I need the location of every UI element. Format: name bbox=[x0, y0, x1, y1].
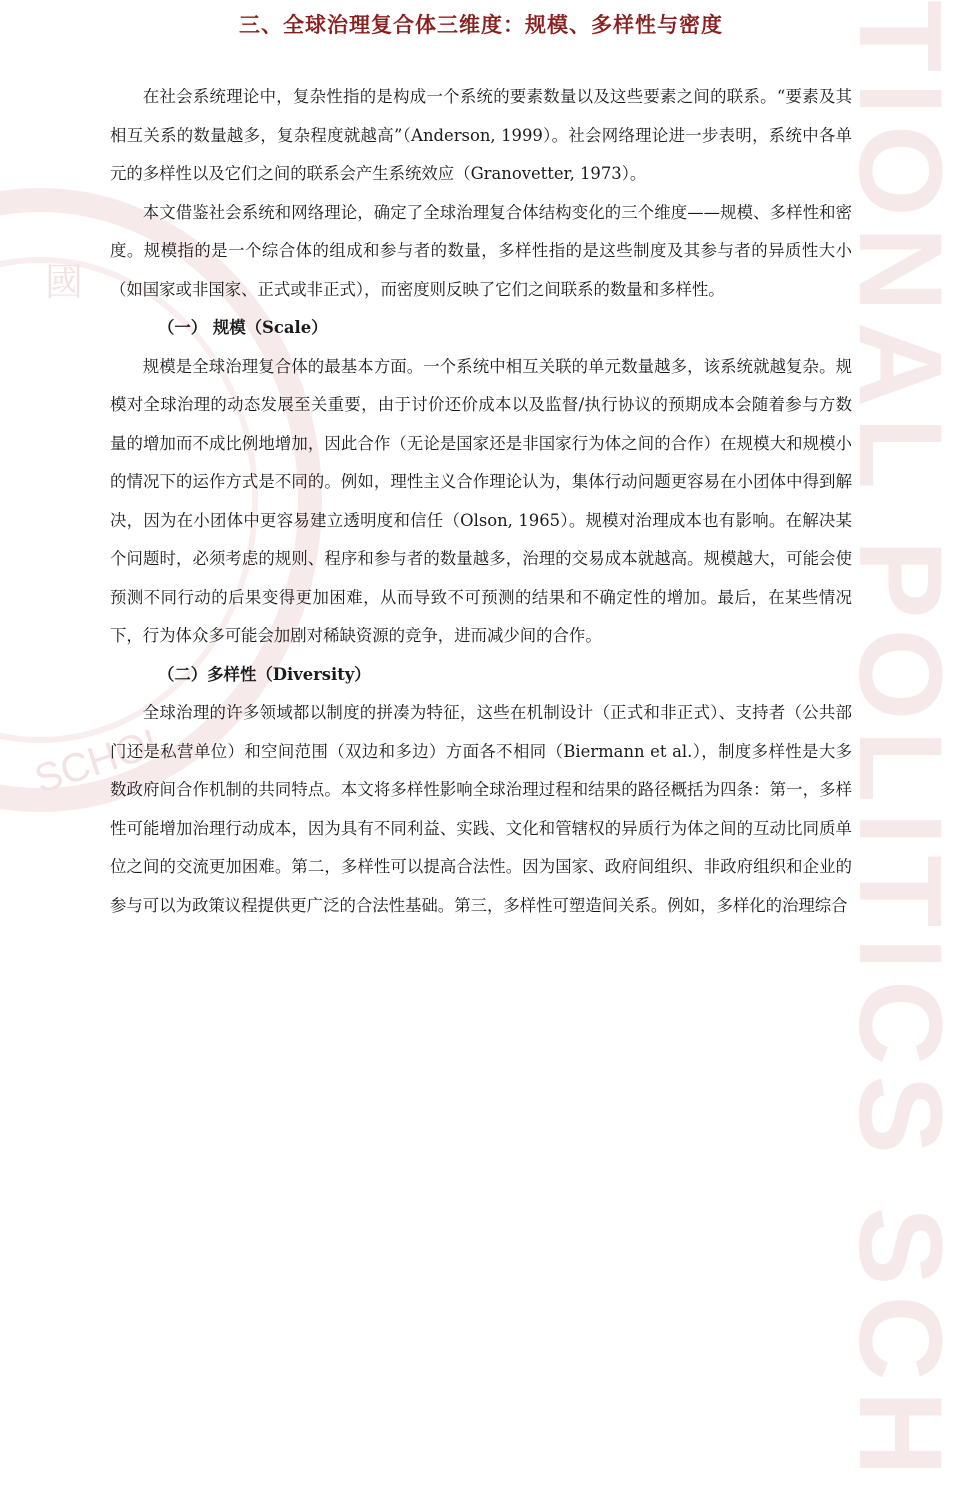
section-title: 三、全球治理复合体三维度：规模、多样性与密度 bbox=[239, 12, 723, 37]
subheading-scale: （一） 规模（Scale） bbox=[158, 318, 328, 337]
seal-character: 國 bbox=[45, 260, 84, 304]
seal-caption: SCHOL bbox=[29, 717, 175, 802]
side-watermark-text: TIONAL POLITICS SCH bbox=[834, 0, 966, 1486]
paragraph-dimensions: 本文借鉴社会系统和网络理论，确定了全球治理复合体结构变化的三个维度——规模、多样性和密度。规模指的是一个综合体的组成和参与者的数量，多样性指的是这些制度及其参与者的异质性大小（如国家或非国家、正式或非正式），而密度则反映了它们之间联系的数量和多样性。 bbox=[110, 202, 852, 299]
paragraph-complexity: 在社会系统理论中，复杂性指的是构成一个系统的要素数量以及这些要素之间的联系。“要素及其相互关系的数量越多，复杂程度就越高”（Anderson, 1999）。社会网络理论进一步表明，系统中各单元的多样性以及它们之间的联系会产生系统效应（Granovetter, 1973）。 bbox=[110, 87, 852, 183]
article-body bbox=[110, 0, 852, 925]
side-watermark bbox=[834, 0, 978, 1486]
paragraph-scale: 规模是全球治理复合体的最基本方面。一个系统中相互关联的单元数量越多，该系统就越复杂。规模对全球治理的动态发展至关重要，由于讨价还价成本以及监督/执行协议的预期成本会随着参与方数量的增加而不成比例地增加，因此合作（无论是国家还是非国家行为体之间的合作）在规模大和规模小的情况下的运作方式是不同的。例如，理性主义合作理论认为，集体行动问题更容易在小团体中得到解决，因为在小团体中更容易建立透明度和信任（Olson, 1965）。规模对治理成本也有影响。在解决某个问题时，必须考虑的规则、程序和参与者的数量越多，治理的交易成本就越高。规模越大，可能会使预测不同行动的后果变得更加困难，从而导致不可预测的结果和不确定性的增加。最后，在某些情况下，行为体众多可能会加剧对稀缺资源的竞争，进而减少间的合作。 bbox=[110, 356, 852, 645]
subheading-diversity: （二）多样性（Diversity） bbox=[158, 664, 371, 684]
paragraph-diversity: 全球治理的许多领域都以制度的拼凑为特征，这些在机制设计（正式和非正式）、支持者（公共部门还是私营单位）和空间范围（双边和多边）方面各不相同（Biermann et al.），制度多样性是大多数政府间合作机制的共同特点。本文将多样性影响全球治理过程和结果的路径概括为四条：第一，多样性可能增加治理行动成本，因为具有不同利益、实践、文化和管辖权的异质行为体之间的互动比同质单位之间的交流更加困难。第二，多样性可以提高合法性。因为国家、政府间组织、非政府组织和企业的参与可以为政策议程提供更广泛的合法性基础。第三，多样性可塑造间关系。例如，多样化的治理综合 bbox=[110, 703, 852, 915]
